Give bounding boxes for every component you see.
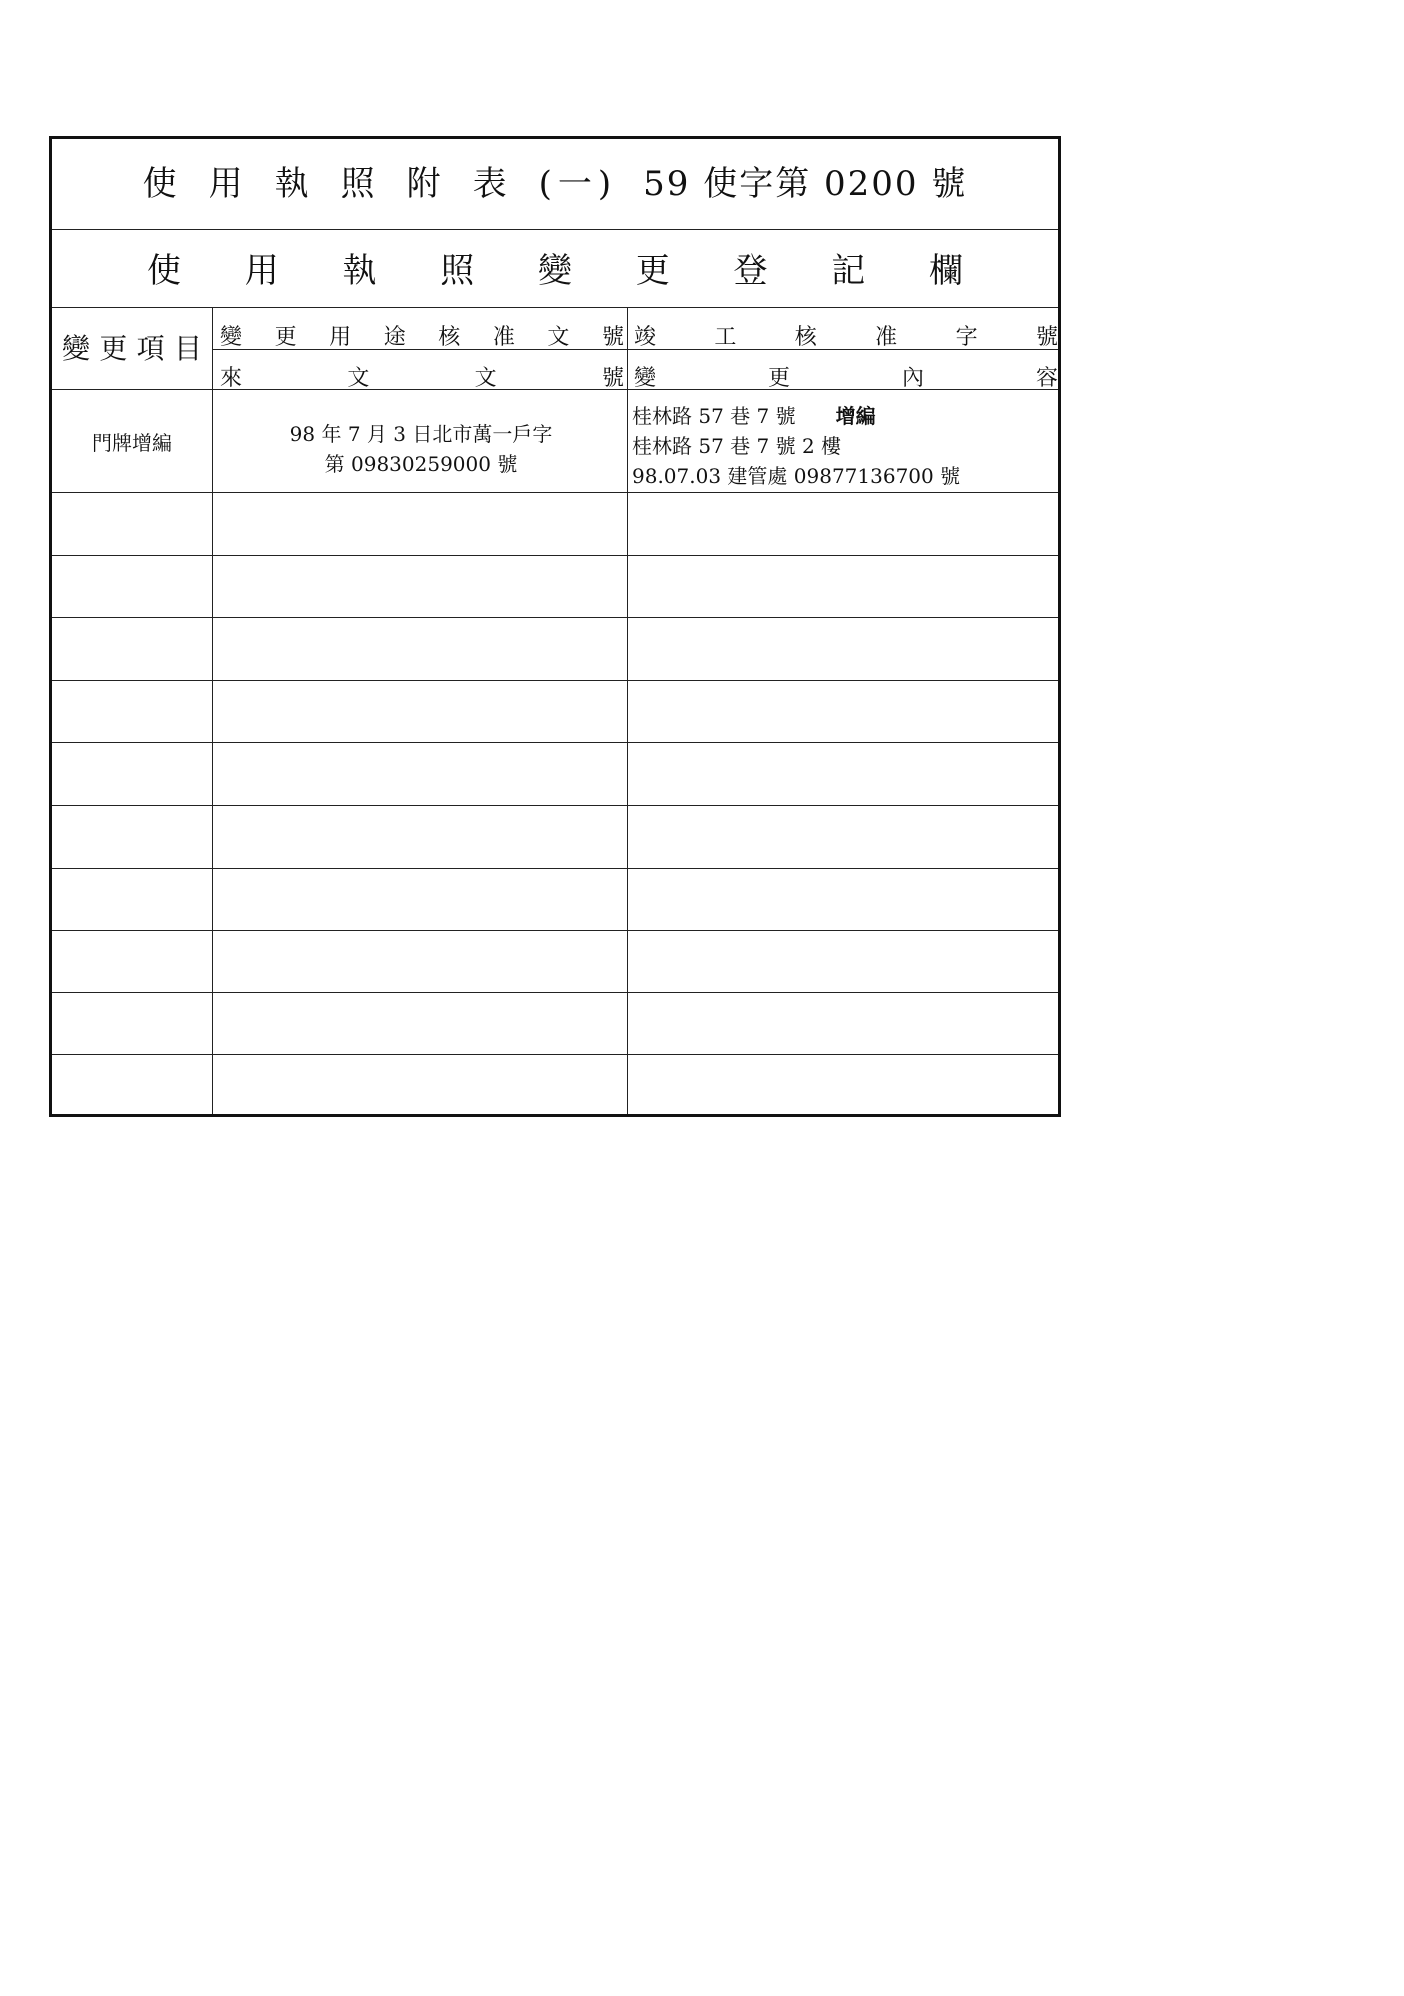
doc-line: 第 09830259000 號 [324, 452, 518, 476]
header-char: 號 [601, 325, 624, 350]
header-char: 來 [220, 366, 243, 391]
row-divider [52, 930, 1058, 931]
header-char: 文 [347, 366, 370, 391]
row-divider [52, 1054, 1058, 1055]
subtitle-char: 登 [733, 251, 768, 291]
header-char: 文 [547, 325, 570, 350]
subtitle-char: 使 [147, 251, 181, 291]
divider [52, 307, 1058, 308]
subtitle-char: 更 [635, 251, 670, 291]
subtitle-char: 照 [440, 251, 475, 291]
title-char: 表 [472, 164, 513, 204]
title-char: (一) [538, 164, 618, 204]
subtitle-char: 用 [244, 251, 279, 291]
divider [212, 349, 1058, 350]
page-title [52, 164, 1058, 204]
title-char: 照 [340, 164, 381, 204]
subtitle-char: 變 [538, 251, 572, 291]
divider [52, 229, 1058, 230]
header-char: 變 [62, 332, 91, 365]
header-char: 核 [438, 325, 461, 350]
content-line: 桂林路 57 巷 7 號 2 樓 [632, 434, 842, 458]
header-char: 途 [383, 325, 406, 350]
header-char: 號 [601, 366, 624, 391]
license-number: 59 使字第 0200 號 [643, 164, 968, 204]
doc-line: 98 年 7 月 3 日北市萬一戶字 [289, 422, 553, 446]
row-divider [52, 992, 1058, 993]
title-char: 用 [208, 164, 249, 204]
header-change-content [634, 361, 1058, 392]
header-completion-approval-no [634, 320, 1058, 351]
header-char: 容 [1035, 366, 1058, 391]
content-line: 98.07.03 建管處 09877136700 號 [632, 464, 961, 488]
divider [52, 389, 1058, 390]
header-char: 准 [875, 325, 898, 350]
header-usage-approval-no [220, 320, 624, 351]
subtitle-char: 欄 [929, 251, 963, 291]
row-divider [52, 805, 1058, 806]
header-char: 變 [634, 366, 657, 391]
header-char: 內 [901, 366, 924, 391]
title-char: 使 [142, 164, 183, 204]
header-char: 項 [136, 332, 165, 365]
content-tag: 增編 [835, 404, 876, 428]
row-divider [52, 868, 1058, 869]
row-divider [52, 492, 1058, 493]
title-char: 附 [406, 164, 447, 204]
header-char: 號 [1035, 325, 1058, 350]
content-line: 桂林路 57 巷 7 號 [632, 404, 796, 428]
row-divider [52, 742, 1058, 743]
header-char: 工 [714, 325, 737, 350]
header-char: 文 [474, 366, 497, 391]
header-change-item [62, 332, 202, 365]
header-char: 更 [99, 332, 128, 365]
row-divider [52, 680, 1058, 681]
header-char: 字 [955, 325, 978, 350]
table-cell-content [632, 401, 960, 491]
header-char: 竣 [634, 325, 657, 350]
header-char: 用 [329, 325, 352, 350]
section-title [147, 251, 963, 291]
header-char: 核 [794, 325, 817, 350]
header-char: 目 [173, 332, 202, 365]
header-char: 更 [274, 325, 297, 350]
header-char: 變 [220, 325, 243, 350]
row-divider [52, 617, 1058, 618]
header-char: 准 [492, 325, 515, 350]
title-char: 執 [274, 164, 315, 204]
subtitle-char: 記 [831, 251, 866, 291]
row-divider [52, 555, 1058, 556]
table-cell-doc [214, 419, 628, 479]
header-incoming-doc-no [220, 361, 624, 392]
table-cell-item: 門牌增編 [92, 431, 172, 455]
license-table [49, 136, 1061, 1117]
header-char: 更 [767, 366, 790, 391]
subtitle-char: 執 [342, 251, 377, 291]
